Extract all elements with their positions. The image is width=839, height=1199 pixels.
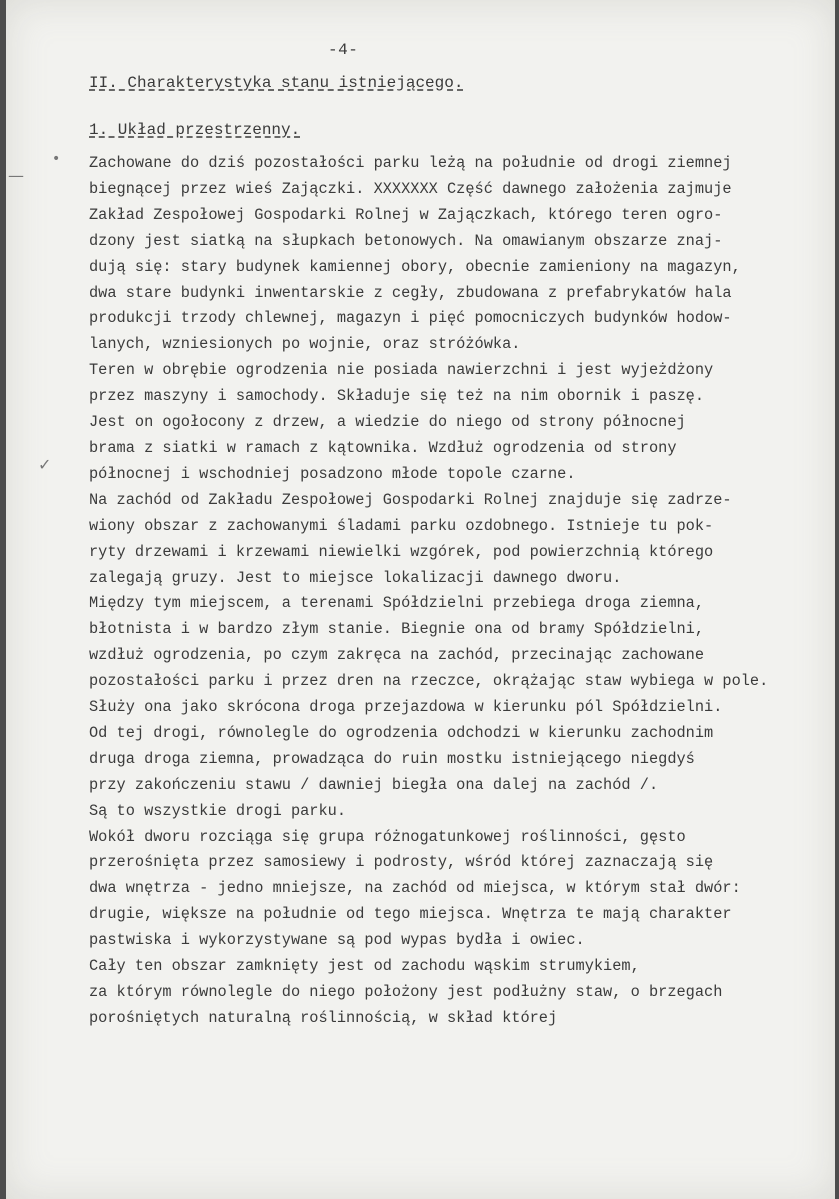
subsection-title: 1. Układ przestrzenny. (89, 121, 301, 139)
text-line: pozostałości parku i przez dren na rzeczce, okrążając staw wybiega w pole. (89, 672, 769, 691)
text-line: Teren w obrębie ogrodzenia nie posiada nawierzchni i jest wyjeżdżony (89, 361, 714, 380)
text-line: pastwiska i wykorzystywane są pod wypas bydła i owiec. (89, 931, 585, 950)
body-text (89, 151, 829, 1032)
text-line: Wokół dworu rozciąga się grupa różnogatunkowej roślinności, gęsto (89, 827, 686, 846)
text-line: wzdłuż ogrodzenia, po czym zakręca na zachód, przecinając zachowane (89, 646, 705, 665)
text-line: Są to wszystkie drogi parku. (89, 801, 347, 820)
text-line: dzony jest siatką na słupkach betonowych. Na omawianym obszarze znaj- (89, 231, 723, 250)
text-line: Na zachód od Zakładu Zespołowej Gospodarki Rolnej znajduje się zadrze- (89, 490, 732, 509)
section-title: II. Charakterystyka stanu istniejącego. (89, 74, 464, 92)
text-line: drugie, większe na południe od tego miejsca. Wnętrza te mają charakter (89, 905, 732, 924)
text-line: produkcji trzody chlewnej, magazyn i pięć pomocniczych budynków hodow- (89, 309, 732, 328)
text-line: Zachowane do dziś pozostałości parku leżą na południe od drogi ziemnej (89, 154, 732, 172)
text-line: przy zakończeniu stawu / dawniej biegła ona dalej na zachód /. (89, 775, 659, 794)
margin-dash-mark: — (8, 166, 24, 185)
text-line: Zakład Zespołowej Gospodarki Rolnej w Zajączkach, którego teren ogro- (89, 205, 723, 224)
text-line: północnej i wschodniej posadzono młode topole czarne. (89, 464, 576, 483)
document-page (6, 0, 835, 1199)
text-line: przez maszyny i samochody. Składuje się też na nim obornik i paszę. (89, 387, 705, 406)
text-line: biegnącej przez wieś Zajączki. XXXXXXX Część dawnego założenia zajmuje (89, 179, 732, 198)
text-line: druga droga ziemna, prowadząca do ruin mostku istniejącego niegdyś (89, 749, 695, 768)
margin-dot-mark: • (52, 151, 61, 167)
text-line: zalegają gruzy. Jest to miejsce lokalizacji dawnego dworu. (89, 568, 622, 587)
text-line: Między tym miejscem, a terenami Spółdzielni przebiega droga ziemna, (89, 594, 705, 613)
text-line: przerośnięta przez samosiewy i podrosty, wśród której zaznaczają się (89, 853, 714, 872)
text-line: porośniętych naturalną roślinnością, w skład której (89, 1008, 558, 1027)
text-line: Cały ten obszar zamknięty jest od zachodu wąskim strumykiem, (89, 957, 640, 976)
text-line: Jest on ogołocony z drzew, a wiedzie do niego od strony północnej (89, 413, 686, 432)
text-line: błotnista i w bardzo złym stanie. Biegnie ona od bramy Spółdzielni, (89, 620, 705, 639)
text-line: dwa wnętrza - jedno mniejsze, na zachód od miejsca, w którym stał dwór: (89, 879, 741, 898)
text-line: ryty drzewami i krzewami niewielki wzgórek, pod powierzchnią którego (89, 542, 714, 561)
text-line: dują się: stary budynek kamiennej obory, obecnie zamieniony na magazyn, (89, 257, 741, 276)
page-number: -4- (328, 41, 359, 59)
text-line: lanych, wzniesionych po wojnie, oraz stróżówka. (89, 335, 521, 354)
text-line: Od tej drogi, równolegle do ogrodzenia odchodzi w kierunku zachodnim (89, 723, 714, 742)
margin-check-mark: ✓ (38, 455, 52, 474)
text-line: za którym równolegle do niego położony jest podłużny staw, o brzegach (89, 983, 723, 1001)
text-line: brama z siatki w ramach z kątownika. Wzdłuż ogrodzenia od strony (89, 438, 677, 457)
text-line: Służy ona jako skrócona droga przejazdowa w kierunku pól Spółdzielni. (89, 698, 723, 717)
text-line: dwa stare budynki inwentarskie z cegły, zbudowana z prefabrykatów hala (89, 283, 732, 302)
text-line: wiony obszar z zachowanymi śladami parku ozdobnego. Istnieje tu pok- (89, 516, 714, 535)
